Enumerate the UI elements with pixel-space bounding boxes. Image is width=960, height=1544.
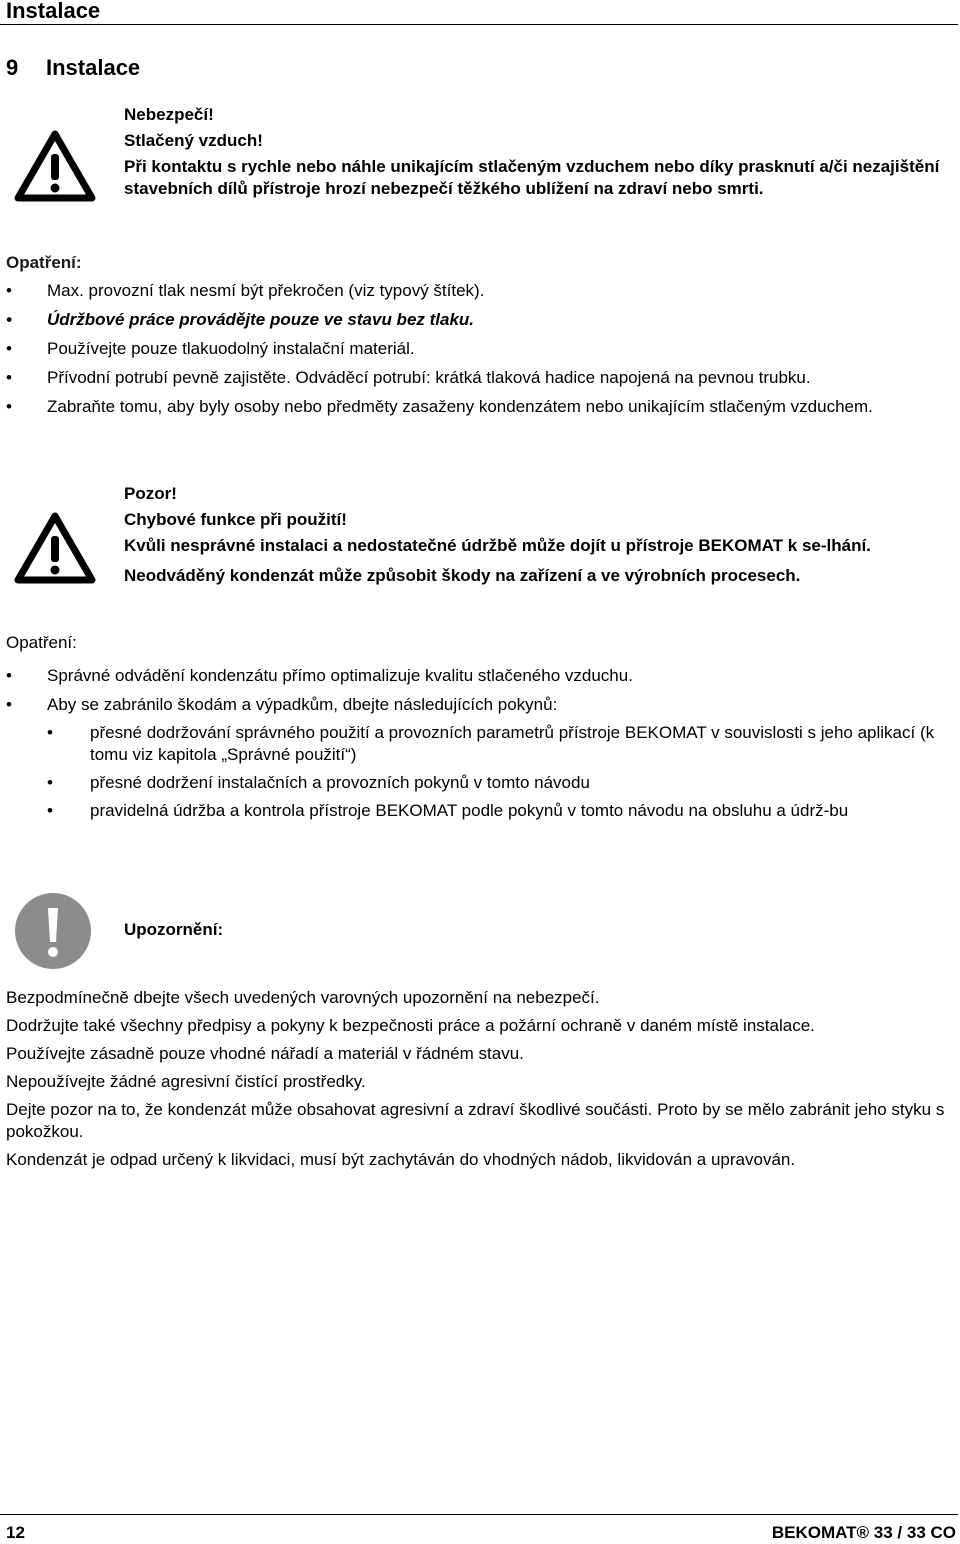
caution-warning-icon — [12, 510, 98, 586]
caution-warning-text — [124, 483, 954, 587]
paragraph: Používejte zásadně pouze vhodné nářadí a materiál v řádném stavu. — [6, 1044, 524, 1063]
page-number: 12 — [6, 1523, 25, 1542]
sub-list-item: • přesné dodržování správného použití a provozních parametrů přístroje BEKOMAT v souvislosti s jeho aplikací (k tomu viz kapitola „Správné použití“) — [47, 722, 946, 766]
sub-list-item: • přesné dodržení instalačních a provozních pokynů v tomto návodu — [47, 772, 946, 794]
installation-notes — [6, 987, 946, 1177]
danger-warning-icon — [12, 128, 98, 204]
header-divider — [0, 24, 958, 25]
notice-label: Upozornění: — [124, 920, 224, 939]
paragraph: Dodržujte také všechny předpisy a pokyny k bezpečnosti práce a požární ochraně v daném místě instalace. — [6, 1016, 815, 1035]
running-header-title: Instalace — [6, 0, 101, 23]
list-item-text: Aby se zabránilo škodám a výpadkům, dbejte následujících pokynů: — [47, 695, 558, 714]
caution-title: Pozor! — [124, 484, 177, 503]
notice-exclamation-icon — [14, 892, 92, 970]
section-number: 9 — [6, 55, 19, 80]
footer-divider — [0, 1514, 958, 1515]
paragraph: Nepoužívejte žádné agresivní čistící prostředky. — [6, 1072, 366, 1091]
danger-subtitle: Stlačený vzduch! — [124, 131, 263, 150]
section-heading — [6, 55, 140, 81]
list-item — [6, 694, 946, 822]
paragraph: Kondenzát je odpad určený k likvidaci, musí být zachytáván do vhodných nádob, likvidován a upravován. — [6, 1150, 796, 1169]
sub-list — [47, 722, 946, 822]
danger-title: Nebezpečí! — [124, 105, 214, 124]
danger-warning-text — [124, 104, 954, 200]
sub-list-item: • pravidelná údržba a kontrola přístroje BEKOMAT podle pokynů v tomto návodu na obsluhu a údrž-bu — [47, 800, 946, 822]
caution-consequence: Neodváděný kondenzát může způsobit škody na zařízení a ve výrobních procesech. — [124, 566, 801, 585]
caution-description: Kvůli nesprávné instalaci a nedostatečné údržbě může dojít u přístroje BEKOMAT k se-lhání. — [124, 536, 871, 555]
danger-description: Při kontaktu s rychle nebo náhle unikajícím stlačeným vzduchem nebo díky prasknutí a/či nezajištění stavebních dílů přístroje hrozí nebezpečí těžkého ublížení na zdraví nebo smrti. — [124, 157, 940, 198]
list-item: • Správné odvádění kondenzátu přímo optimalizuje kvalitu stlačeného vzduchu. — [6, 665, 946, 687]
paragraph: Dejte pozor na to, že kondenzát může obsahovat agresivní a zdraví škodlivé součásti. Proto by se mělo zabránit jeho styku s pokožkou. — [6, 1100, 945, 1141]
measures-list — [6, 280, 946, 418]
list-item: • Používejte pouze tlakuodolný instalační materiál. — [6, 338, 946, 360]
product-name: BEKOMAT® 33 / 33 CO — [771, 1523, 956, 1542]
list-item: • Zabraňte tomu, aby byly osoby nebo předměty zasaženy kondenzátem nebo unikajícím stlačeným vzduchem. — [6, 396, 946, 418]
section-title: Instalace — [46, 55, 141, 80]
list-item: • Údržbové práce provádějte pouze ve stavu bez tlaku. — [6, 309, 946, 331]
measures-list — [6, 665, 946, 828]
list-item: • Max. provozní tlak nesmí být překročen (viz typový štítek). — [6, 280, 946, 302]
measures-label: Opatření: — [6, 253, 82, 272]
paragraph: Bezpodmínečně dbejte všech uvedených varovných upozornění na nebezpečí. — [6, 988, 600, 1007]
caution-subtitle: Chybové funkce při použití! — [124, 510, 347, 529]
measures-label: Opatření: — [6, 633, 77, 652]
list-item: • Přívodní potrubí pevně zajistěte. Odváděcí potrubí: krátká tlaková hadice napojená na pevnou trubku. — [6, 367, 946, 389]
